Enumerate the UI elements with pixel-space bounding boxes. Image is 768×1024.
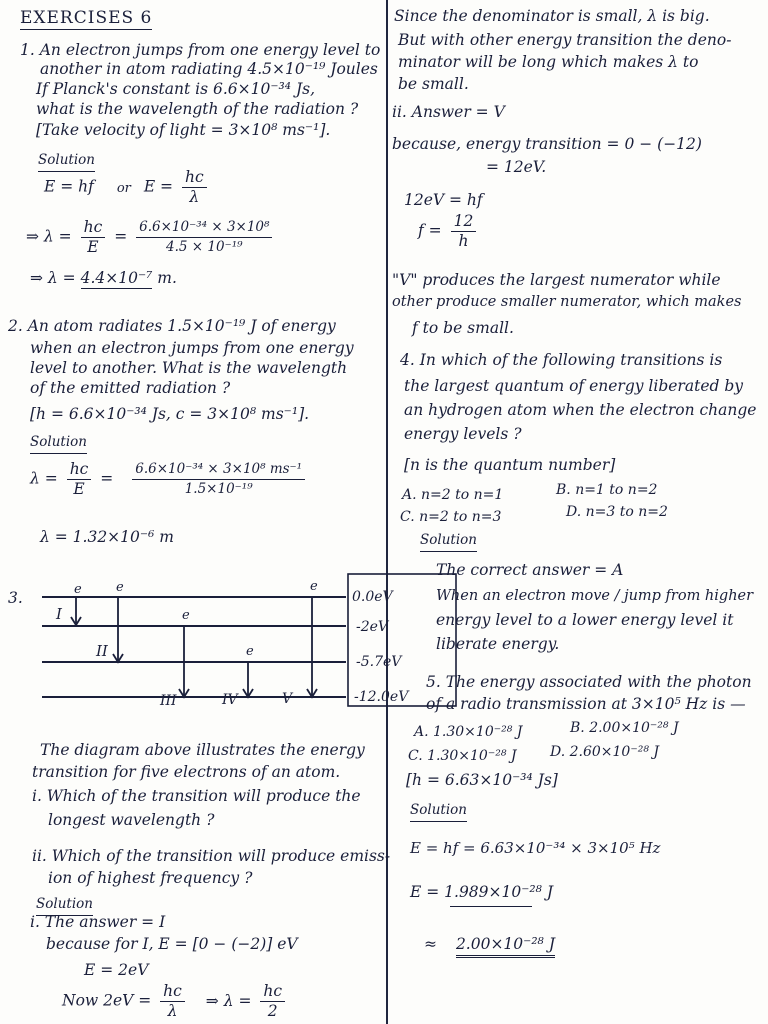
q1-eq2-lhs: ⇒ λ = [26, 227, 72, 246]
transition-label-i: I [56, 605, 62, 623]
q3-line-4: longest wavelength ? [48, 811, 215, 829]
q3-solution-line-4 [62, 982, 289, 1021]
q3-number: 3. [8, 589, 23, 607]
q1-eq1-lhs: E = hf [44, 177, 94, 196]
electron-label-3: e [182, 608, 190, 623]
q5-approx-symbol: ≈ [424, 935, 437, 953]
level-label-0: 0.0eV [352, 589, 393, 605]
q3-solution-line-3: E = 2eV [84, 961, 149, 979]
q5-equation-2: E = 1.989×10⁻²⁸ J [410, 883, 553, 901]
right-column [390, 0, 768, 1024]
level-label-2: -5.7eV [356, 654, 402, 670]
q2-eq-equals: = [100, 469, 114, 488]
q3-ii-f [418, 212, 480, 251]
q4-answer-line-2: When an electron move / jump from higher [436, 588, 754, 604]
q1-eq2-numerator: hc [81, 218, 106, 238]
q2-solution-label: Solution [30, 432, 87, 454]
q5-equation-2-underline [450, 906, 532, 907]
transition-label-ii: II [96, 642, 108, 660]
q1-answer-value: 4.4×10⁻⁷ [80, 269, 153, 287]
q3-solution-fraction-1-den: λ [167, 1002, 178, 1020]
q4-line-4: energy levels ? [404, 425, 522, 443]
q2-eq-lhs: λ = [30, 469, 58, 488]
q1-eq1-numerator: hc [182, 168, 207, 188]
q3-line-3: i. Which of the transition will produce the [32, 787, 361, 805]
q3-line-2: transition for five electrons of an atom. [32, 763, 341, 781]
q2-line-2: when an electron jumps from one energy [30, 339, 354, 357]
v-explanation-line-1: "V" produces the largest numerator while [392, 271, 721, 289]
q2-line-3: level to another. What is the wavelength [30, 359, 348, 377]
q2-eq-result-fraction [132, 460, 305, 499]
q4-answer-line-4: liberate energy. [436, 635, 560, 653]
q2-line-5: [h = 6.6×10⁻³⁴ Js, c = 3×10⁸ ms⁻¹]. [30, 405, 310, 423]
q4-line-2: the largest quantum of energy liberated by [404, 377, 744, 395]
q3-ii-because: because, energy transition = 0 − (−12) [392, 135, 702, 153]
q4-answer-line-3: energy level to a lower energy level it [436, 611, 734, 629]
q1-equation-2 [26, 218, 276, 257]
q1-answer-unit: m. [157, 269, 177, 287]
q5-option-c: C. 1.30×10⁻²⁸ J [408, 748, 517, 764]
q3-line-6: ion of highest frequency ? [48, 869, 253, 887]
q5-final-answer: 2.00×10⁻²⁸ J [456, 935, 555, 958]
q1-eq2-result-denominator: 4.5 × 10⁻¹⁹ [166, 239, 243, 255]
q5-option-a: A. 1.30×10⁻²⁸ J [414, 724, 523, 740]
q1-eq1-b-lhs: E = [143, 177, 174, 196]
level-label-1: -2eV [356, 619, 389, 635]
v-explanation-line-3: f to be small. [412, 319, 514, 337]
q3-ii-f-denominator: h [458, 232, 469, 250]
q1-line-3: If Planck's constant is 6.6×10⁻³⁴ Js, [36, 80, 315, 98]
q3-line-5: ii. Which of the transition will produce emiss- [32, 847, 391, 865]
q4-line-3: an hydrogen atom when the electron change [404, 401, 757, 419]
q3-ii-equals: = 12eV. [486, 158, 547, 176]
q5-equation-3 [424, 934, 555, 954]
q1-eq1-denominator: λ [189, 188, 200, 206]
continuation-line-2: But with other energy transition the deno- [398, 31, 732, 49]
q2-line-4: of the emitted radiation ? [30, 379, 231, 397]
q3-solution-fraction-2 [260, 982, 285, 1021]
transition-label-iv: IV [222, 692, 238, 708]
column-divider [386, 0, 388, 1024]
q1-eq2-result-numerator: 6.6×10⁻³⁴ × 3×10⁸ [136, 218, 272, 238]
continuation-line-4: be small. [398, 75, 469, 93]
continuation-line-1: Since the denominator is small, λ is big. [394, 7, 710, 25]
q3-solution-label: Solution [36, 894, 93, 916]
electron-label-5: e [310, 579, 318, 594]
q1-line-1: 1. An electron jumps from one energy level to [20, 41, 381, 59]
q5-option-d: D. 2.60×10⁻²⁸ J [550, 744, 660, 760]
q2-equation [30, 460, 309, 499]
q4-solution-label: Solution [420, 530, 477, 552]
q2-eq-fraction [67, 460, 92, 499]
q4-option-d: D. n=3 to n=2 [566, 504, 668, 520]
electron-label-1: e [74, 582, 82, 597]
q3-ii-f-fraction [451, 212, 477, 251]
transition-label-v: V [282, 691, 293, 707]
q3-ii-f-numerator: 12 [451, 212, 477, 232]
q4-line-5: [n is the quantum number] [404, 456, 616, 474]
q2-answer: λ = 1.32×10⁻⁶ m [40, 528, 174, 546]
q1-answer [30, 268, 177, 288]
q1-line-5: [Take velocity of light = 3×10⁸ ms⁻¹]. [36, 121, 331, 139]
q3-ii-answer: ii. Answer = V [392, 103, 505, 121]
q1-solution-label: Solution [38, 150, 95, 172]
q1-eq1-or: or [116, 180, 131, 196]
q4-option-b: B. n=1 to n=2 [556, 482, 658, 498]
transition-label-iii: III [160, 693, 177, 709]
q3-ii-f-lhs: f = [418, 221, 442, 240]
q1-eq2-result-fraction [136, 218, 272, 257]
electron-label-2: e [116, 580, 124, 595]
q2-eq-denominator: E [73, 480, 85, 498]
q5-solution-label: Solution [410, 800, 467, 822]
page-title: EXERCISES 6 [20, 8, 153, 28]
q3-solution-fraction-1 [160, 982, 185, 1021]
q3-solution-fraction-2-num: hc [260, 982, 285, 1002]
q3-solution-now: Now 2eV = [62, 991, 152, 1010]
q5-equation-1: E = hf = 6.63×10⁻³⁴ × 3×10⁵ Hz [410, 839, 661, 857]
q5-given: [h = 6.63×10⁻³⁴ Js] [406, 771, 558, 789]
level-label-3: -12.0eV [354, 689, 409, 705]
q4-option-a: A. n=2 to n=1 [402, 487, 504, 503]
q3-ii-hf: 12eV = hf [404, 191, 483, 209]
q2-eq-result-denominator: 1.5×10⁻¹⁹ [184, 481, 253, 497]
q2-eq-result-numerator: 6.6×10⁻³⁴ × 3×10⁸ ms⁻¹ [132, 460, 305, 480]
q4-option-c: C. n=2 to n=3 [400, 509, 502, 525]
q2-eq-numerator: hc [67, 460, 92, 480]
q5-option-b: B. 2.00×10⁻²⁸ J [570, 720, 679, 736]
q2-line-1: 2. An atom radiates 1.5×10⁻¹⁹ J of energy [8, 317, 336, 335]
q3-solution-fraction-1-num: hc [160, 982, 185, 1002]
q1-answer-prefix: ⇒ λ = [30, 269, 76, 287]
q1-eq2-fraction [81, 218, 106, 257]
q1-eq1-fraction [182, 168, 207, 207]
q3-line-1: The diagram above illustrates the energy [40, 741, 365, 759]
q3-solution-line-2: because for I, E = [0 − (−2)] eV [46, 935, 298, 953]
q4-answer-line-1: The correct answer = A [436, 561, 624, 579]
electron-label-4: e [246, 644, 254, 659]
q1-line-2: another in atom radiating 4.5×10⁻¹⁹ Joules [40, 60, 378, 78]
q5-line-1: 5. The energy associated with the photon [426, 673, 752, 691]
v-explanation-line-2: other produce smaller numerator, which makes [392, 294, 742, 310]
continuation-line-3: minator will be long which makes λ to [398, 53, 699, 71]
q3-solution-fraction-2-den: 2 [267, 1002, 278, 1020]
q1-eq2-denominator: E [87, 238, 99, 256]
q3-solution-arrow: ⇒ λ = [205, 991, 252, 1010]
q3-solution-line-1: i. The answer = I [30, 913, 166, 931]
q1-line-4: what is the wavelength of the radiation ? [36, 100, 359, 118]
q4-line-1: 4. In which of the following transitions is [400, 351, 723, 369]
q1-eq2-equals: = [114, 227, 128, 246]
q1-equation-1 [44, 168, 211, 207]
q5-line-2: of a radio transmission at 3×10⁵ Hz is — [426, 695, 746, 713]
